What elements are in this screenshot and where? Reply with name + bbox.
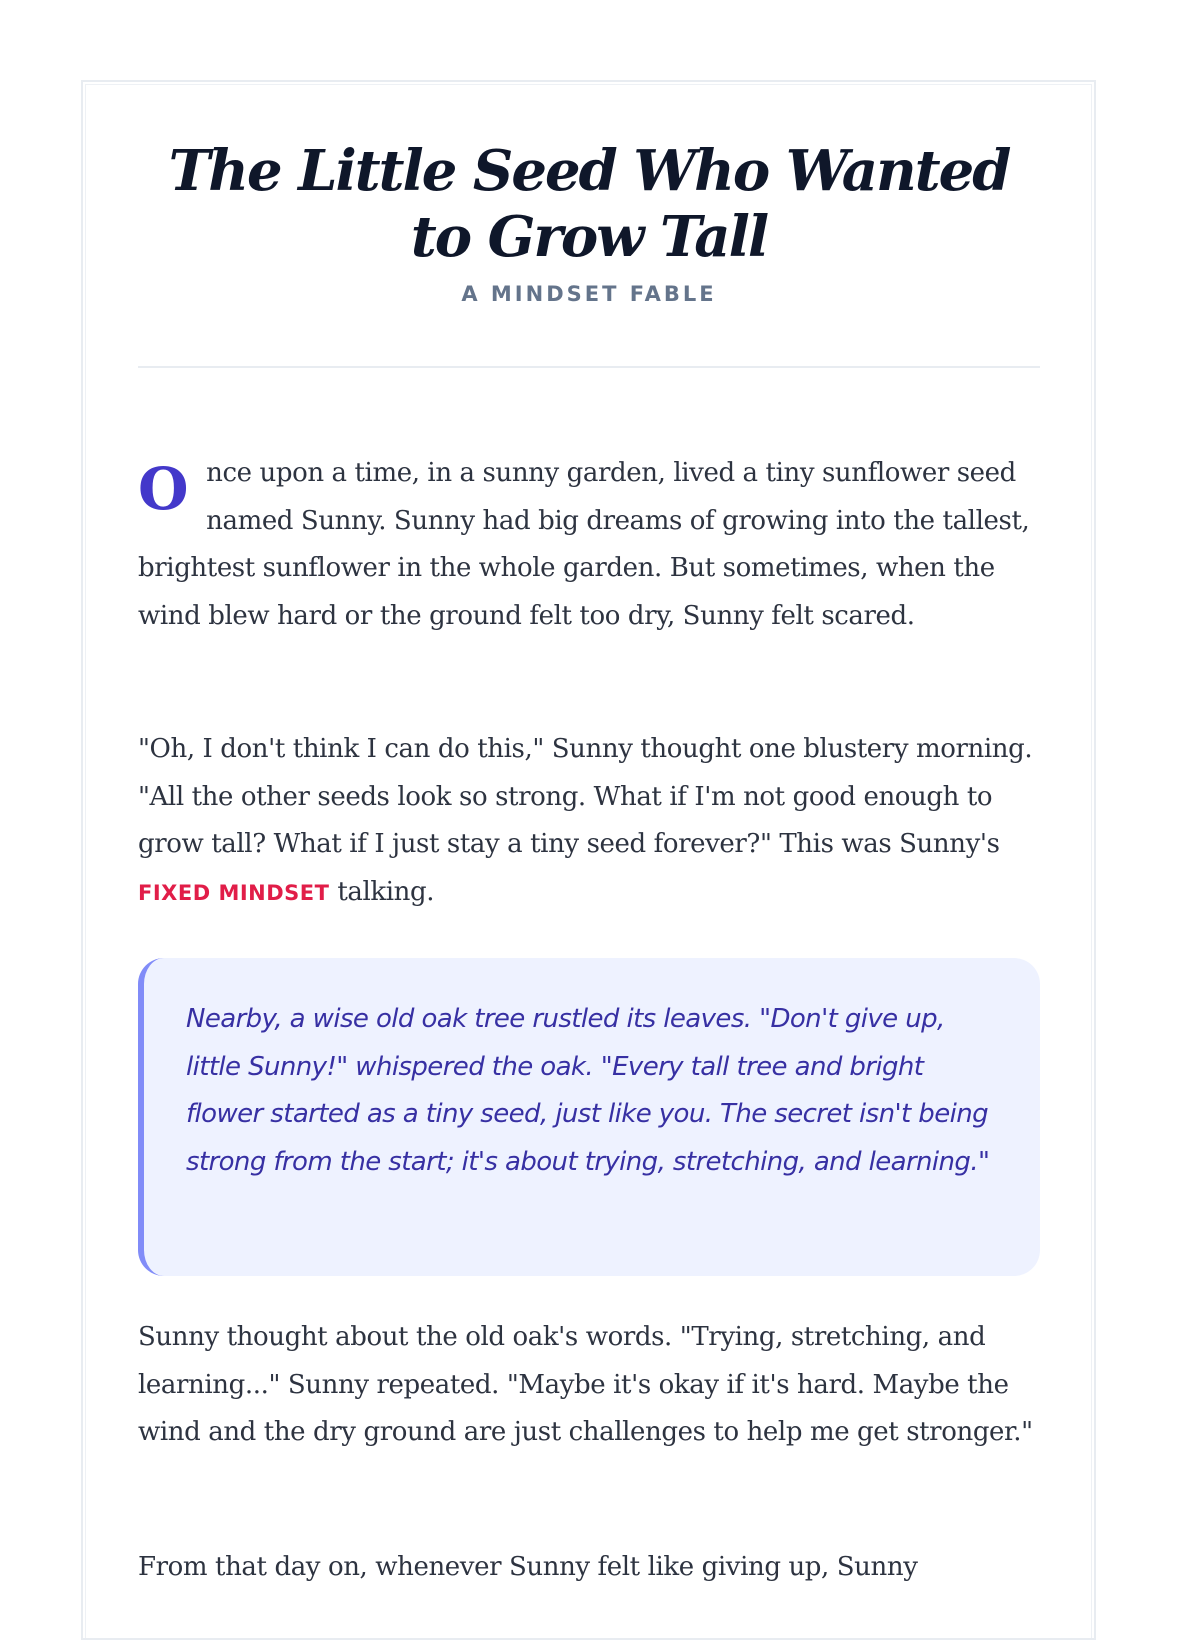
paragraph-opening xyxy=(138,450,1040,640)
paragraph-reflection: Sunny thought about the old oak's words. "Trying, stretching, and learning..." Sunny repeated. "Maybe it's okay if it's hard. Maybe the wind and the dry ground are just challenges to help me get stronger." xyxy=(138,1322,1033,1447)
story-subtitle: A MINDSET FABLE xyxy=(461,282,717,306)
oak-quote-text: Nearby, a wise old oak tree rustled its leaves. "Don't give up, little Sunny!" whispered the oak. "Every tall tree and bright flower started as a tiny seed, just like you. The secret isn't being strong from the start; it's about trying, stretching, and learning." xyxy=(186,1004,990,1177)
paragraph-fixed-mindset xyxy=(138,726,1040,917)
story-title: The Little Seed Who Wanted to Grow Tall xyxy=(168,138,1010,270)
fixed-mindset-tag: FIXED MINDSET xyxy=(138,880,330,905)
paragraph-opening-text: nce upon a time, in a sunny garden, lived a tiny sunflower seed named Sunny. Sunny had big dreams of growing into the tallest, brightest sunflower in the whole garden. But sometimes, when the wind blew hard or the ground felt too dry, Sunny felt scared. xyxy=(138,458,1030,631)
drop-cap: O xyxy=(138,455,189,523)
paragraph-fixed-mindset-text: "Oh, I don't think I can do this," Sunny thought one blustery morning. "All the other seeds look so strong. What if I'm not good enough to grow tall? What if I just stay a tiny seed forever?" This was Sunny's xyxy=(138,734,1033,859)
oak-quote-callout xyxy=(138,958,1040,1276)
header-divider xyxy=(138,366,1040,368)
paragraph-continuation: From that day on, whenever Sunny felt like giving up, Sunny xyxy=(138,1552,918,1582)
story-card xyxy=(81,80,1096,1640)
paragraph-fixed-mindset-end: talking. xyxy=(329,876,435,907)
